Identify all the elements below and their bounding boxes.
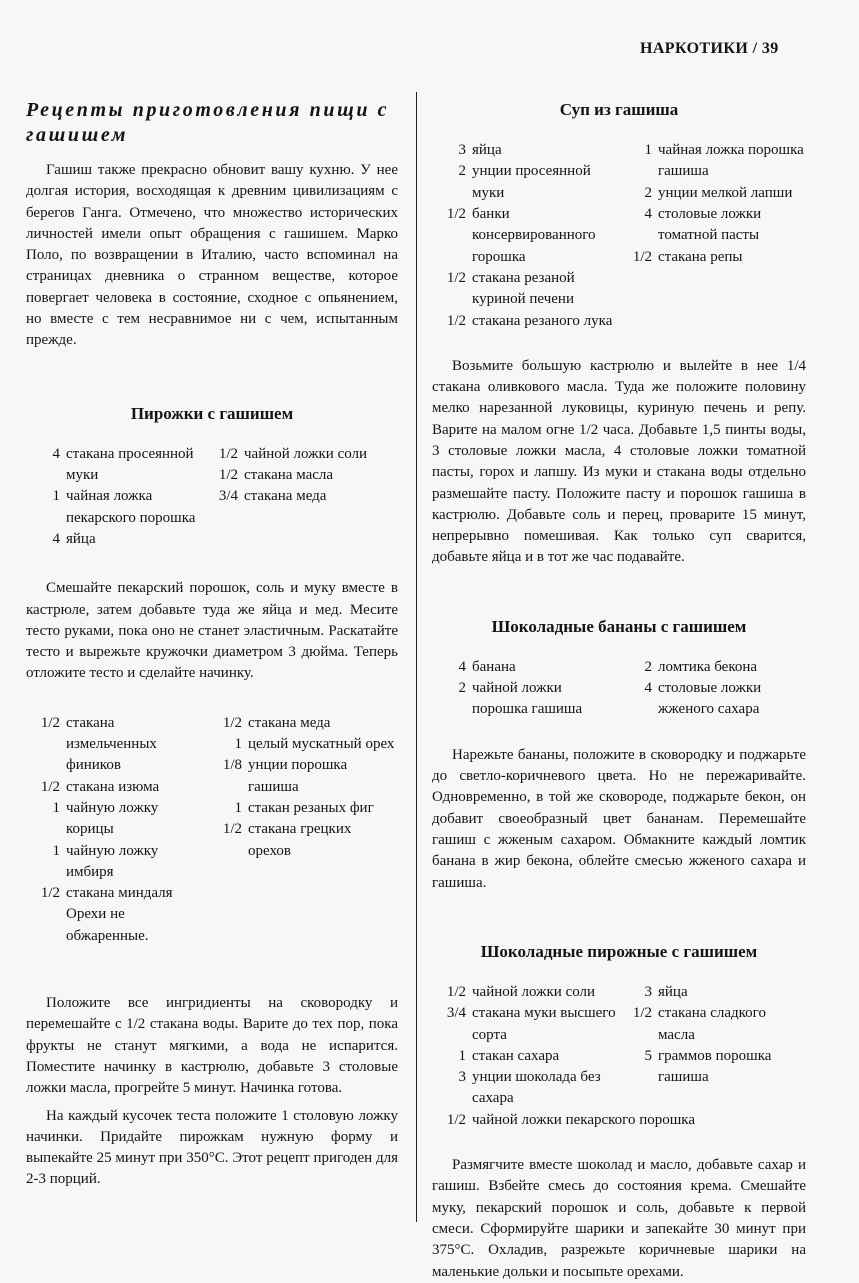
pirozhki-title: Пирожки с гашишем [130, 403, 294, 423]
ingredient-item: 1/2 стакана репы [632, 248, 743, 265]
right-column [432, 98, 806, 1283]
ingredient-item: 2 ломтика бекона [644, 658, 758, 675]
ingredient-item: 1 чайная ложка пекарского порошка [52, 488, 196, 526]
ingredient-item: 1/2 стакана изюма [40, 778, 160, 795]
ingredient-item: 1/2 стакана резаного лука [446, 312, 613, 329]
bananas-paragraph: Нарежьте бананы, положите в сковородку и поджарьте до светло-коричневого цвета. Но не пережаривайте. Одновременно, в той же сковороде, поджарьте бекон, он добавит своеобразный цвет бананам. Перемешайте гашиш с жженым сахаром. Обмакните каждый ломтик банана в жир бекона, облейте смесью жженого сахара и гашиша. [432, 746, 806, 891]
left-column [26, 98, 398, 1191]
ingredient-item: 5 граммов порошка гашиша [644, 1047, 772, 1086]
ingredient-item: 1/2 стакана грецких орехов [222, 821, 352, 859]
ingredient-item: 1/2 чайной ложки пекарского порошка [446, 1111, 695, 1128]
pirozhki-baking-paragraph: На каждый кусочек теста положите 1 столовую ложку начинки. Придайте пирожкам нужную форму и выпекайте 25 минут при 350°С. Этот рецепт пригоден для 2-3 порций. [26, 1107, 398, 1188]
ingredient-item: 4 банана [458, 658, 516, 675]
ingredient-item: 3 яйца [644, 983, 688, 1000]
ingredient-item: 1/2 стакана резаной куриной печени [446, 269, 575, 308]
pirozhki-filling [26, 713, 398, 947]
soup-title: Суп из гашиша [559, 100, 679, 119]
ingredient-item: 3 яйца [458, 142, 502, 159]
ingredient-item: 4 яйца [52, 530, 96, 547]
ingredient-item: 1 чайную ложку имбиря [52, 842, 159, 880]
ingredient-item: 1 чайную ложку корицы [52, 799, 159, 838]
brownies-ingredients [432, 982, 806, 1110]
ingredient-item: 3 унции шоколада без сахара [458, 1069, 601, 1107]
ingredient-item: 3/4 стакана муки высшего сорта [446, 1005, 616, 1043]
soup-ingredients [432, 140, 806, 332]
ingredient-item: 1/2 стакана миндаля [40, 885, 173, 902]
soup-paragraph: Возьмите большую кастрюлю и вылейте в нее 1/4 стакана оливкового масла. Туда же положите половину мелко нарезанной луковицы, куриную печень и репу. Варите на малом огне 1/2 часа. Добавьте 1,5 пинты воды, 3 столовые ложки масла, 4 столовые ложки томатной пасты, горох и лапшу. Из муки и стакана воды отдельно размешайте пасту. Положите пасту и порошок гашиша в кастрюлю. Добавьте соль и перец, проварите 15 минут, непрерывно помешивая. Как только суп сварится, добавьте яйца и в тот же час подавайте. [432, 357, 806, 566]
ingredient-item: 1 стакан резаных фиг [234, 799, 374, 816]
pirozhki-dough-paragraph: Смешайте пекарский порошок, соль и муку вместе в кастрюле, затем добавьте туда же яйца и мед. Месите тесто руками, пока оно не станет эластичным. Раскатайте тесто и вырежьте кружочки диаметром 3 дюйма. Теперь отложите тесто и сделайте начинку. [26, 580, 398, 682]
ingredient-item: 1/2 стакана масла [218, 467, 334, 484]
ingredient-item: 1 целый мускатный орех [234, 736, 395, 753]
ingredient-item: 3/4 стакана меда [218, 488, 327, 505]
ingredient-item: 4 стакана просеянной муки [52, 445, 194, 484]
ingredient-item: 1/2 чайной ложки соли [446, 983, 596, 1000]
ingredient-item: 1/2 чайной ложки соли [218, 445, 368, 462]
filling-note: Орехи не обжаренные. [66, 906, 149, 944]
ingredient-item: 1/2 стакана измельченных фиников [40, 714, 157, 774]
ingredient-item: 2 чайной ложки порошка гашиша [458, 680, 583, 718]
intro-paragraph: Гашиш также прекрасно обновит вашу кухню. У нее долгая история, восходящая к древним цивилизациям с берегов Ганга. Отмечено, что множество исторических личностей имели опыт обращения с гашишем. Марко Поло, по возвращении в Италию, часто вспоминал на страницах дневника о странном веществе, которое повергает человека в состояние, сходное с опьянением, но вместе с тем несравнимое ни с чем, испытанным прежде. [26, 162, 398, 349]
ingredient-item: 2 унции просеянной муки [458, 163, 591, 201]
ingredient-item: 1/2 банки консервированного горошка [446, 206, 596, 265]
intro-title: Рецепты приготовления пищи с гашишем [26, 99, 390, 146]
ingredient-item: 1 чайная ложка порошка гашиша [644, 142, 804, 180]
bananas-ingredients [432, 657, 806, 721]
ingredient-item: 1/2 стакана сладкого масла [632, 1005, 766, 1043]
column-divider [416, 92, 417, 1222]
ingredient-item: 4 столовые ложки томатной пасты [644, 206, 762, 244]
bananas-title: Шоколадные бананы с гашишем [491, 616, 747, 636]
brownies-title: Шоколадные пирожные с гашишем [480, 941, 758, 961]
brownies-ingredient-full [432, 1110, 806, 1131]
ingredient-item: 1/2 стакана меда [222, 714, 331, 731]
running-header: НАРКОТИКИ / 39 [640, 40, 779, 57]
ingredient-item: 1 стакан сахара [458, 1047, 560, 1064]
ingredient-item: 1/8 унции порошка гашиша [222, 757, 348, 795]
ingredient-item: 2 унции мелкой лапши [644, 184, 793, 201]
pirozhki-filling-paragraph: Положите все ингридиенты на сковородку и перемешайте с 1/2 стакана воды. Варите до тех пор, пока фрукты не станут мягкими, а вода не испарится. Поместите начинку в кастрюлю, добавьте 3 столовые ложки масла, прогрейте 5 минут. Начинка готова. [26, 995, 398, 1097]
ingredient-item: 4 столовые ложки жженого сахара [644, 680, 762, 718]
brownies-paragraph: Размягчите вместе шоколад и масло, добавьте сахар и гашиш. Взбейте смесь до состояния крема. Смешайте муку, пекарский порошок и соль, добавьте к первой смеси. Сформируйте шарики и запекайте 30 минут при 375°С. Охладив, разрежьте коричневые шарики на маленькие дольки и посыпьте орехами. [432, 1157, 806, 1280]
pirozhki-ingredients [26, 444, 398, 550]
